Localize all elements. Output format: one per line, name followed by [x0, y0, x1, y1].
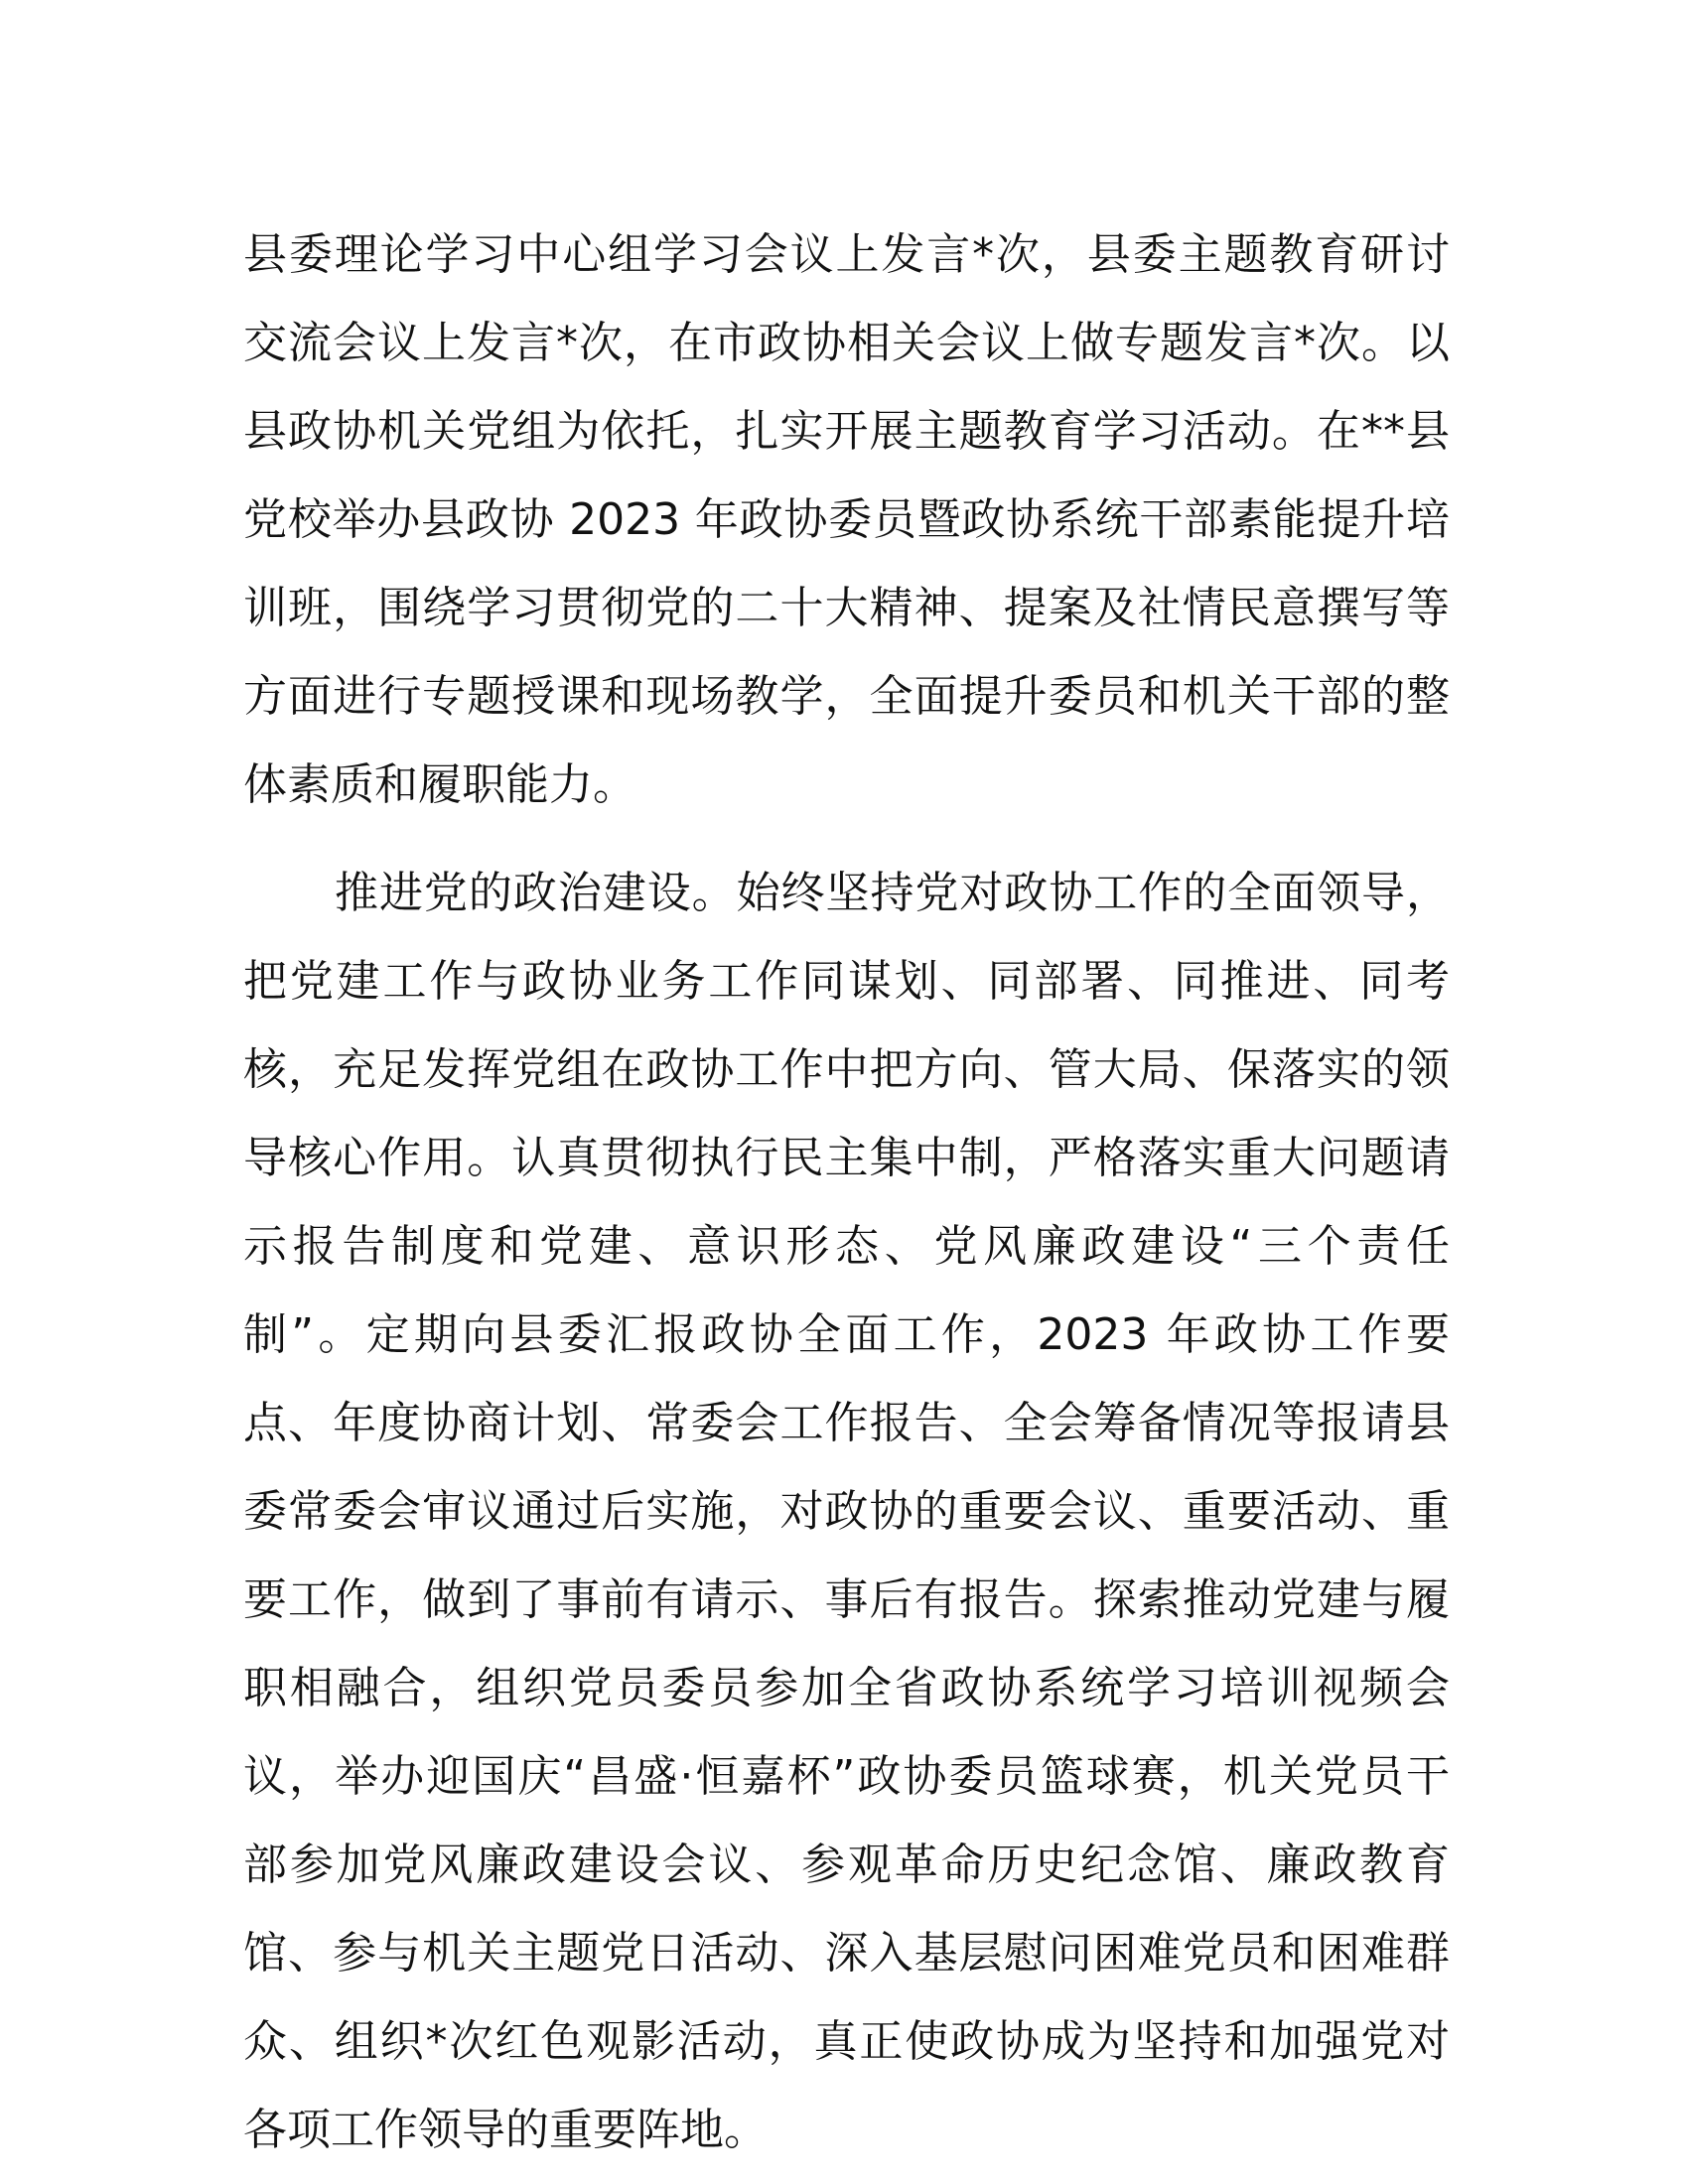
text-line: 委常委会审议通过后实施，对政协的重要会议、重要活动、重	[243, 1486, 1450, 1537]
text-line: 把党建工作与政协业务工作同谋划、同部署、同推进、同考	[243, 956, 1450, 1007]
text-line: 县政协机关党组为依托，扎实开展主题教育学习活动。在**县	[243, 406, 1450, 457]
text-line: 体素质和履职能力。	[243, 759, 636, 810]
text-line: 核，充足发挥党组在政协工作中把方向、管大局、保落实的领	[243, 1044, 1450, 1095]
text-line: 议，举办迎国庆“昌盛·恒嘉杯”政协委员篮球赛，机关党员干	[243, 1751, 1450, 1802]
text-line: 点、年度协商计划、常委会工作报告、全会筹备情况等报请县	[243, 1398, 1450, 1448]
text-line: 职相融合，组织党员委员参加全省政协系统学习培训视频会	[243, 1663, 1450, 1713]
text-line: 交流会议上发言*次，在市政协相关会议上做专题发言*次。以	[243, 318, 1450, 368]
text-line: 要工作，做到了事前有请示、事后有报告。探索推动党建与履	[243, 1574, 1450, 1625]
text-line: 方面进行专题授课和现场教学，全面提升委员和机关干部的整	[243, 671, 1450, 722]
text-line: 训班，围绕学习贯彻党的二十大精神、提案及社情民意撰写等	[243, 583, 1450, 633]
document-body	[243, 210, 1450, 2174]
text-line: 部参加党风廉政建设会议、参观革命历史纪念馆、廉政教育	[243, 1840, 1450, 1890]
paragraph-training	[243, 210, 1450, 829]
paragraph-political-building	[243, 849, 1450, 2174]
text-line: 馆、参与机关主题党日活动、深入基层慰问困难党员和困难群	[243, 1928, 1450, 1979]
text-line: 党校举办县政协 2023 年政协委员暨政协系统干部素能提升培	[243, 494, 1450, 545]
text-line: 制”。定期向县委汇报政协全面工作，2023 年政协工作要	[243, 1309, 1450, 1360]
text-line: 县委理论学习中心组学习会议上发言*次，县委主题教育研讨	[243, 229, 1450, 280]
text-line: 推进党的政治建设。始终坚持党对政协工作的全面领导，	[335, 868, 1450, 918]
text-line: 各项工作领导的重要阵地。	[243, 2105, 768, 2155]
text-line: 示报告制度和党建、意识形态、党风廉政建设“三个责任	[243, 1221, 1450, 1272]
paragraph-spacer	[243, 829, 1450, 849]
text-line: 导核心作用。认真贯彻执行民主集中制，严格落实重大问题请	[243, 1133, 1450, 1183]
text-line: 众、组织*次红色观影活动，真正使政协成为坚持和加强党对	[243, 2016, 1450, 2067]
